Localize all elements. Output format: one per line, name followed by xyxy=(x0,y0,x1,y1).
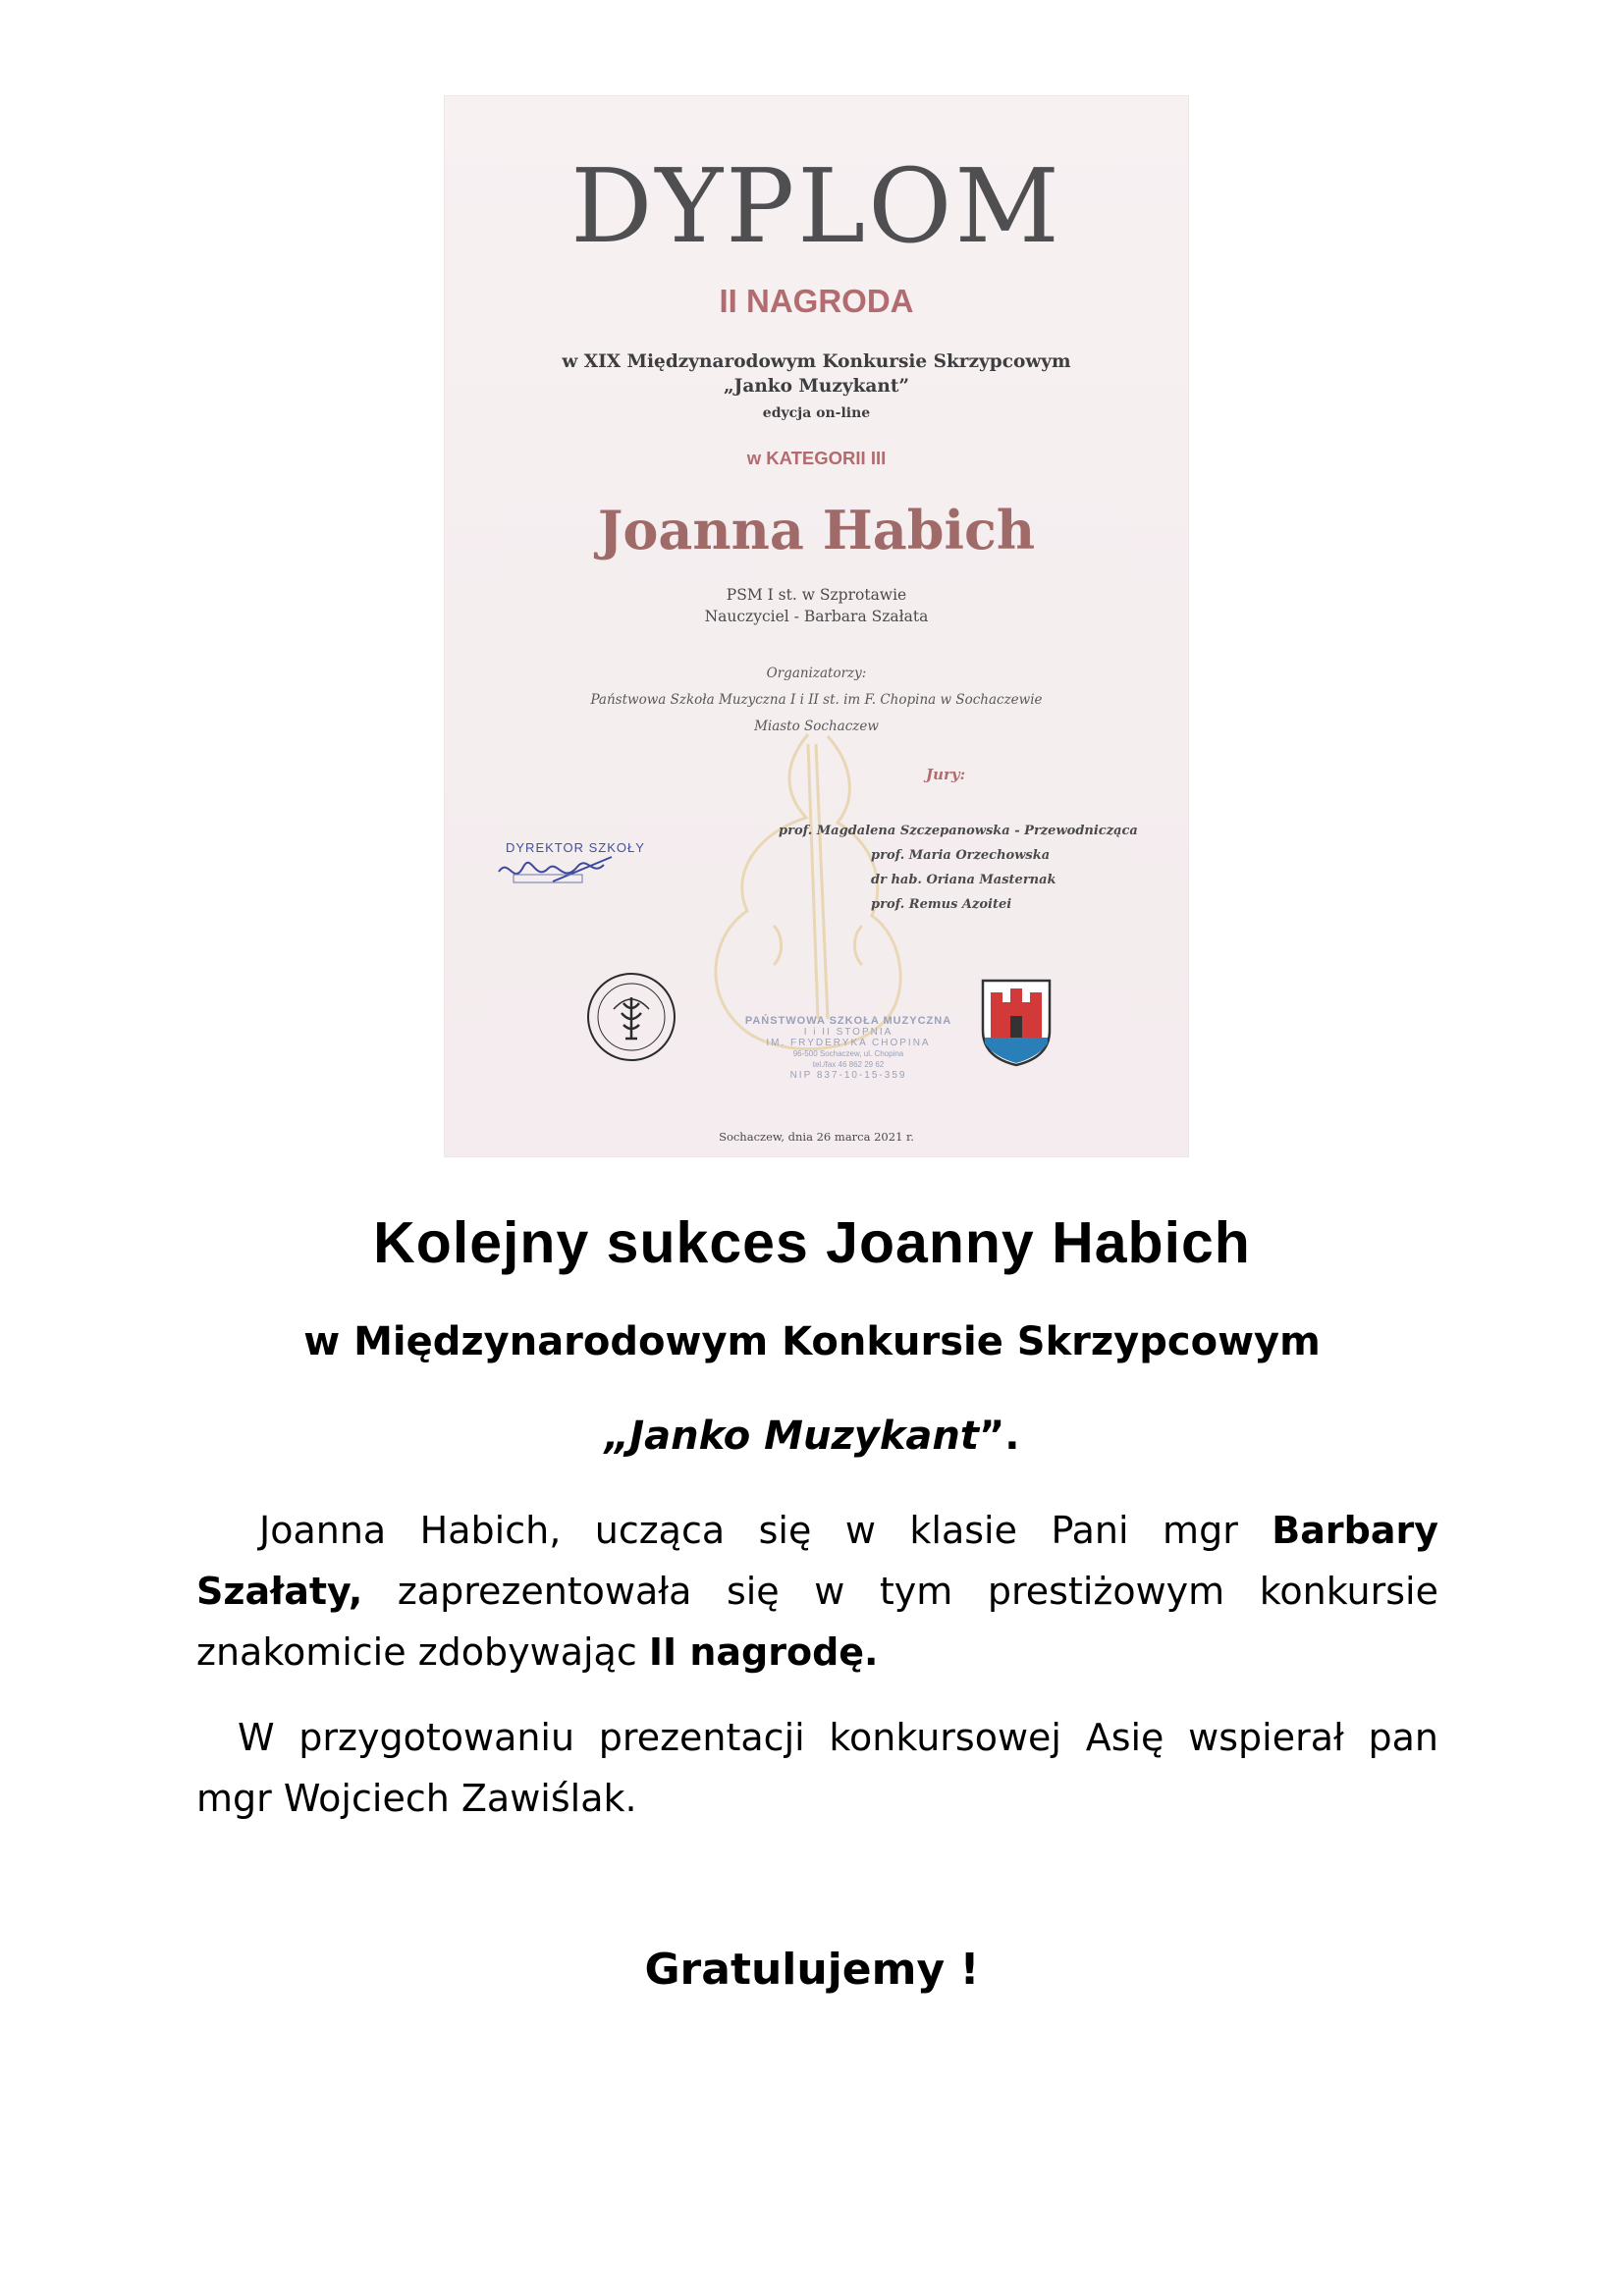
jury-member: prof. Magdalena Szczepanowska - Przewodnicząca xyxy=(779,824,1138,838)
seal-line: NIP 837-10-15-359 xyxy=(789,1070,907,1081)
paragraph-1 xyxy=(196,1500,1438,1682)
jury-heading: Jury: xyxy=(926,766,966,783)
diploma-school-info xyxy=(445,584,1188,627)
seal-line: tel./fax 46 862 29 62 xyxy=(812,1060,885,1069)
seal-line: PAŃSTWOWA SZKOŁA MUZYCZNA xyxy=(744,1015,952,1027)
paragraph-2: W przygotowaniu prezentacji konkursowej Asię wspierał pan mgr Wojciech Zawiślak. xyxy=(196,1716,1438,1820)
coat-of-arms-icon xyxy=(979,977,1054,1069)
p1-award: II nagrodę. xyxy=(648,1630,879,1674)
jury-member: prof. Remus Azoitei xyxy=(871,897,1012,912)
subheadline: w Międzynarodowym Konkursie Skrzypcowym xyxy=(303,1319,1321,1364)
diploma-teacher: Nauczyciel - Barbara Szałata xyxy=(704,608,929,625)
organizers-heading: Organizatorzy: xyxy=(766,666,867,681)
diploma-laureate: Joanna Habich xyxy=(597,499,1036,561)
contest-name xyxy=(0,1414,1624,1459)
seal-line: I i II STOPNIA xyxy=(803,1027,893,1038)
seal-line: 96-500 Sochaczew, ul. Chopina xyxy=(792,1049,904,1058)
p1-text-c: zaprezentowała się w tym prestiżowym konkursie znakomicie zdobywając xyxy=(196,1570,1438,1674)
diploma-prize: II NAGRODA xyxy=(719,283,914,319)
quote-open: „ xyxy=(604,1414,630,1459)
jury-member: prof. Maria Orzechowska xyxy=(871,848,1051,863)
signature xyxy=(494,828,622,906)
diploma-contest xyxy=(445,349,1188,399)
quote-close: ”. xyxy=(979,1414,1020,1459)
school-seal xyxy=(726,1016,971,1081)
jury-member: dr hab. Oriana Masternak xyxy=(871,873,1056,887)
seal-line: IM. FRYDERYKA CHOPINA xyxy=(766,1038,931,1048)
school-logo xyxy=(584,970,678,1064)
diploma-category: w KATEGORII III xyxy=(746,448,887,468)
contest-name-text: Janko Muzykant xyxy=(629,1414,980,1459)
diploma-title: DYPLOM xyxy=(570,146,1062,266)
diploma-contest-line-2: „Janko Muzykant” xyxy=(723,376,910,397)
diploma-image xyxy=(445,96,1188,1156)
diploma-contest-line-1: w XIX Międzynarodowym Konkursie Skrzypcowym xyxy=(562,351,1071,372)
headline: Kolejny sukces Joanny Habich xyxy=(373,1210,1251,1275)
organizer-2: Miasto Sochaczew xyxy=(754,719,879,734)
diploma-edition: edycja on-line xyxy=(762,405,871,421)
director-stamp: DYREKTOR SZKOŁY xyxy=(506,840,645,855)
organizer-1: Państwowa Szkoła Muzyczna I i II st. im F. Chopina w Sochaczewie xyxy=(590,692,1043,708)
p1-teacher-name: Barbary Szałaty, xyxy=(196,1509,1438,1613)
diploma-date: Sochaczew, dnia 26 marca 2021 r. xyxy=(719,1130,914,1144)
p1-text-a: Joanna Habich, ucząca się w klasie Pani mgr xyxy=(259,1509,1272,1552)
closing-congratulations: Gratulujemy ! xyxy=(644,1945,980,1995)
diploma-school: PSM I st. w Szprotawie xyxy=(726,586,907,604)
